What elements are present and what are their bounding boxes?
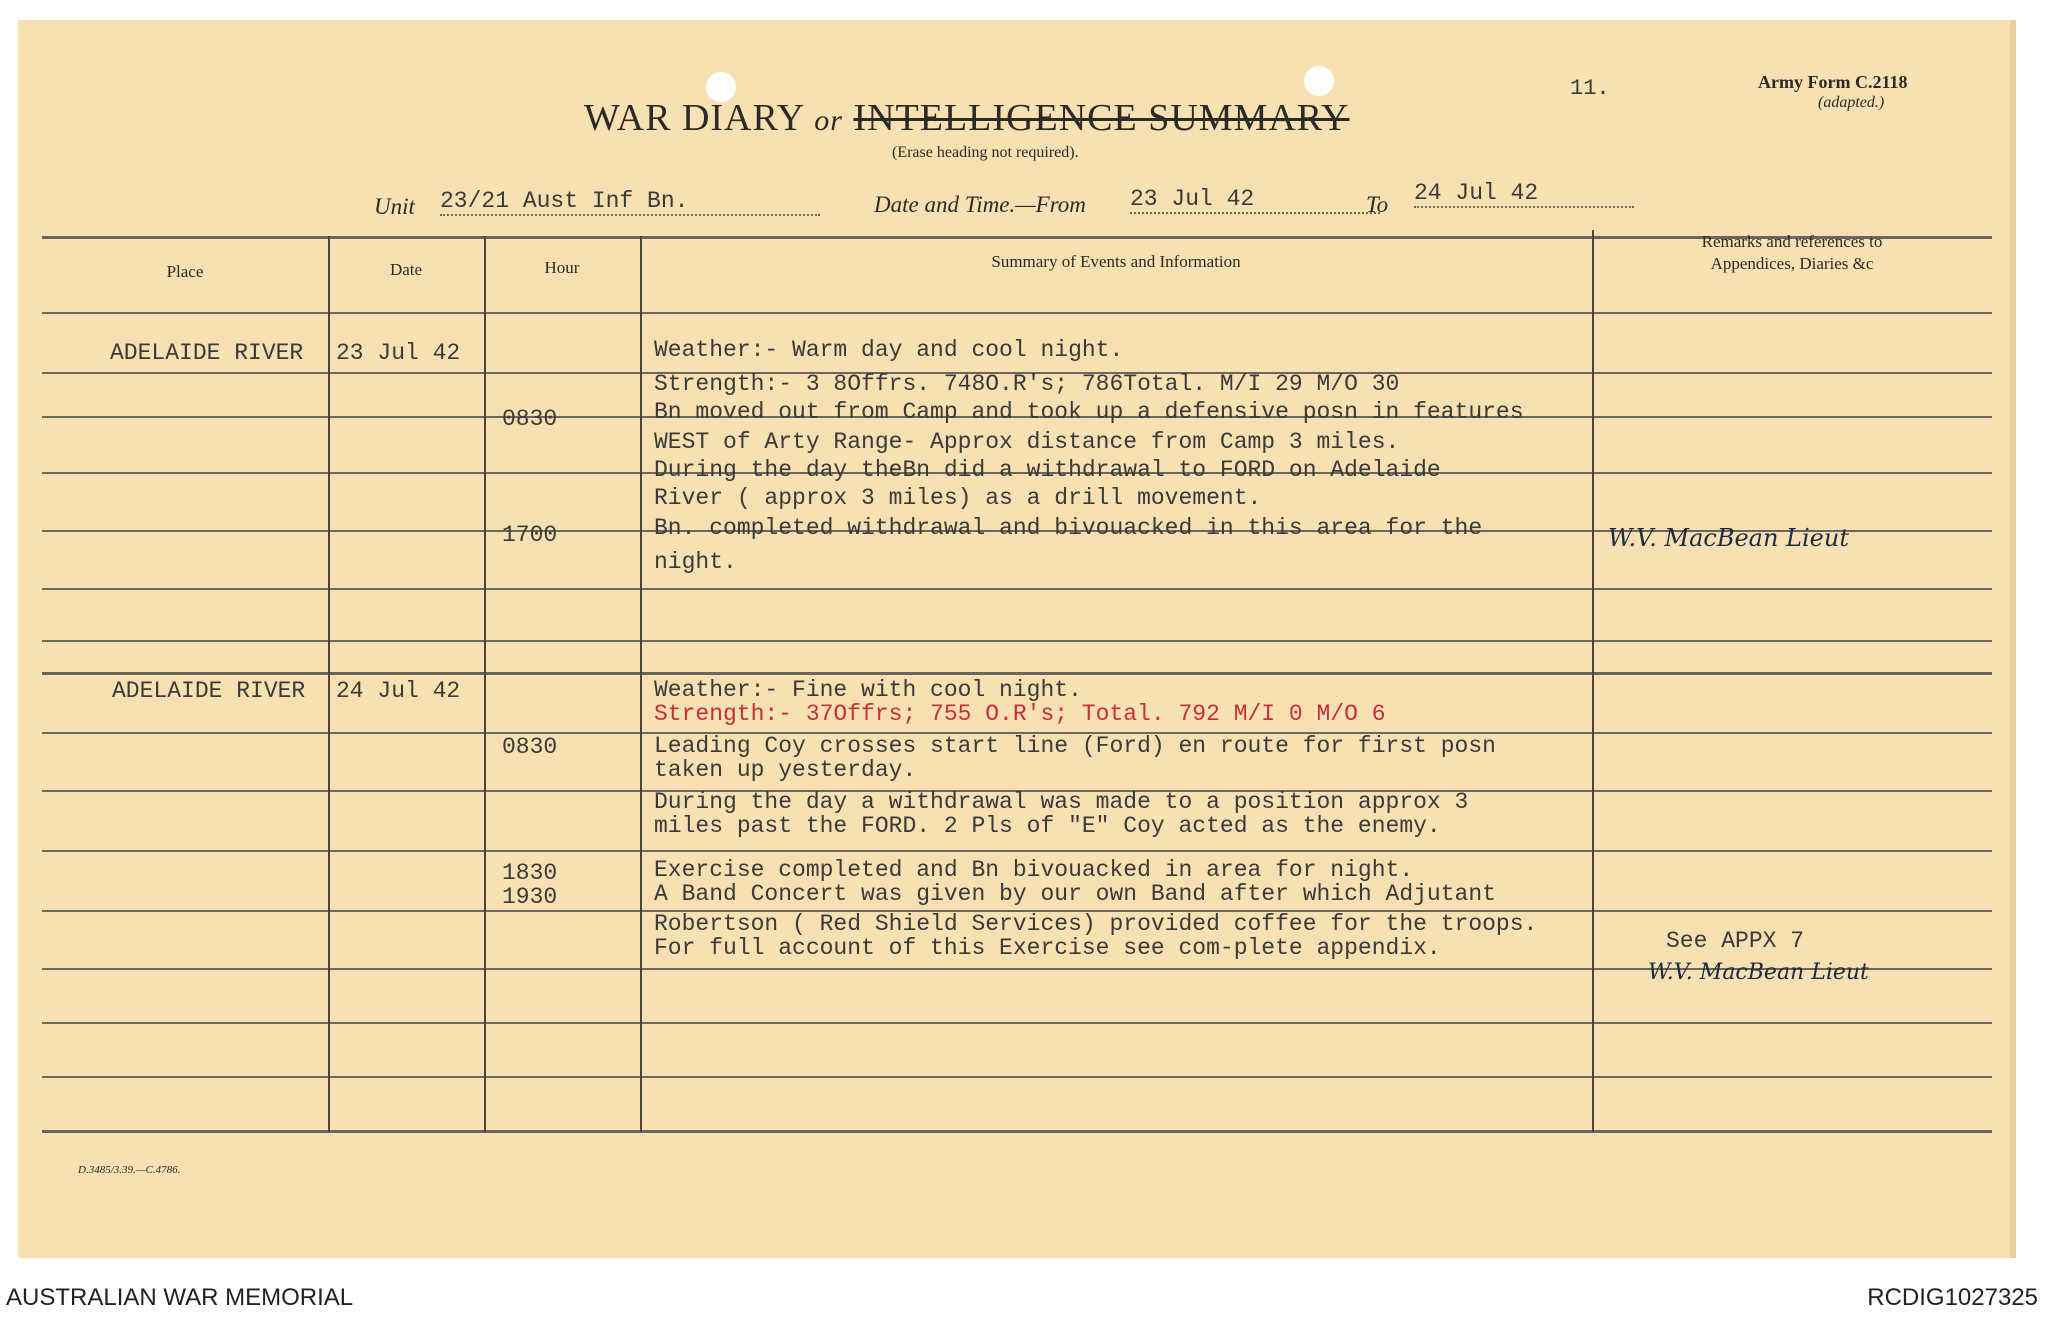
- day2-line: miles past the FORD. 2 Pls of "E" Coy acted as the enemy.: [654, 813, 1441, 839]
- day2-signature: W.V. MacBean Lieut: [1648, 960, 1869, 985]
- column-header-place: Place: [166, 262, 204, 281]
- row-rule: [42, 1076, 1992, 1078]
- day1-signature: W.V. MacBean Lieut: [1608, 524, 1849, 552]
- day1-line-strength: Strength:- 3 8Offrs. 748O.R's; 786Total. M/I 29 M/O 30: [654, 371, 1400, 397]
- row-rule: [42, 588, 1992, 590]
- day2-line: A Band Concert was given by our own Band after which Adjutant: [654, 881, 1496, 907]
- day1-hour-0830: 0830: [502, 406, 558, 432]
- date-time-label: Date and Time.—From: [874, 192, 1086, 217]
- row-rule: [42, 640, 1992, 642]
- date-from-value: 23 Jul 42: [1130, 186, 1380, 214]
- war-diary-sheet: [18, 20, 2016, 1258]
- day1-line: WEST of Arty Range- Approx distance from Camp 3 miles.: [654, 429, 1400, 455]
- erase-note: (Erase heading not required).: [892, 144, 1079, 161]
- day2-hour-1930: 1930: [502, 884, 558, 910]
- column-header-remarks-line1: Remarks and references to: [1701, 232, 1883, 251]
- day2-line: Exercise completed and Bn bivouacked in area for night.: [654, 857, 1414, 883]
- day-divider: [42, 672, 1992, 675]
- column-rule: [640, 236, 642, 1132]
- footer-item-id: RCDIG1027325: [1867, 1284, 2038, 1311]
- day1-hour-1700: 1700: [502, 522, 558, 548]
- footer-archive-name: AUSTRALIAN WAR MEMORIAL: [6, 1284, 354, 1311]
- header-divider: [42, 312, 1992, 314]
- day2-line: Leading Coy crosses start line (Ford) en route for first posn: [654, 733, 1496, 759]
- day1-date: 23 Jul 42: [336, 340, 461, 366]
- table-bottom-border: [42, 1130, 1992, 1133]
- column-rule: [484, 236, 486, 1132]
- punch-hole: [1304, 66, 1334, 96]
- title-struck: INTELLIGENCE SUMMARY: [853, 97, 1350, 139]
- column-header-date: Date: [389, 260, 423, 279]
- row-rule: [42, 850, 1992, 852]
- day1-line: Bn. completed withdrawal and bivouacked in this area for the: [654, 515, 1483, 541]
- unit-label: Unit: [374, 194, 415, 219]
- day2-place: ADELAIDE RIVER: [112, 678, 306, 704]
- day2-line: During the day a withdrawal was made to a position approx 3: [654, 789, 1469, 815]
- day2-date: 24 Jul 42: [336, 678, 461, 704]
- column-rule: [1592, 230, 1594, 1132]
- column-header-hour: Hour: [544, 258, 580, 277]
- form-code: D.3485/3.39.—C.4786.: [78, 1164, 181, 1176]
- page-title: [584, 96, 1350, 140]
- day1-line: During the day theBn did a withdrawal to FORD on Adelaide: [654, 457, 1441, 483]
- date-to-value: 24 Jul 42: [1414, 180, 1634, 208]
- title-main: WAR DIARY: [584, 97, 804, 139]
- day2-line: For full account of this Exercise see com-plete appendix.: [654, 935, 1441, 961]
- title-or: or: [814, 104, 843, 137]
- day2-line-strength: Strength:- 37Offrs; 755 O.R's; Total. 792 M/I 0 M/O 6: [654, 701, 1386, 727]
- date-to-label: To: [1366, 192, 1389, 217]
- form-name: Army Form C.2118: [1758, 72, 1908, 92]
- day2-remark-appendix: See APPX 7: [1666, 928, 1805, 954]
- day1-place: ADELAIDE RIVER: [110, 340, 304, 366]
- day1-line-weather: Weather:- Warm day and cool night.: [654, 337, 1124, 363]
- day1-line: River ( approx 3 miles) as a drill movement.: [654, 485, 1262, 511]
- row-rule: [42, 1022, 1992, 1024]
- day2-line: taken up yesterday.: [654, 757, 917, 783]
- column-rule: [328, 236, 330, 1132]
- page-number: 11.: [1570, 76, 1610, 101]
- day2-line: Robertson ( Red Shield Services) provided coffee for the troops.: [654, 911, 1538, 937]
- day2-hour-1830: 1830: [502, 860, 558, 886]
- column-header-summary: Summary of Events and Information: [991, 252, 1241, 271]
- day2-hour-0830: 0830: [502, 734, 558, 760]
- form-note: (adapted.): [1818, 94, 1885, 111]
- day1-line: Bn moved out from Camp and took up a defensive posn in features: [654, 399, 1524, 425]
- day2-line-weather: Weather:- Fine with cool night.: [654, 677, 1082, 703]
- column-header-remarks-line2: Appendices, Diaries &c: [1710, 254, 1874, 273]
- unit-value: 23/21 Aust Inf Bn.: [440, 188, 820, 216]
- day1-line: night.: [654, 549, 737, 575]
